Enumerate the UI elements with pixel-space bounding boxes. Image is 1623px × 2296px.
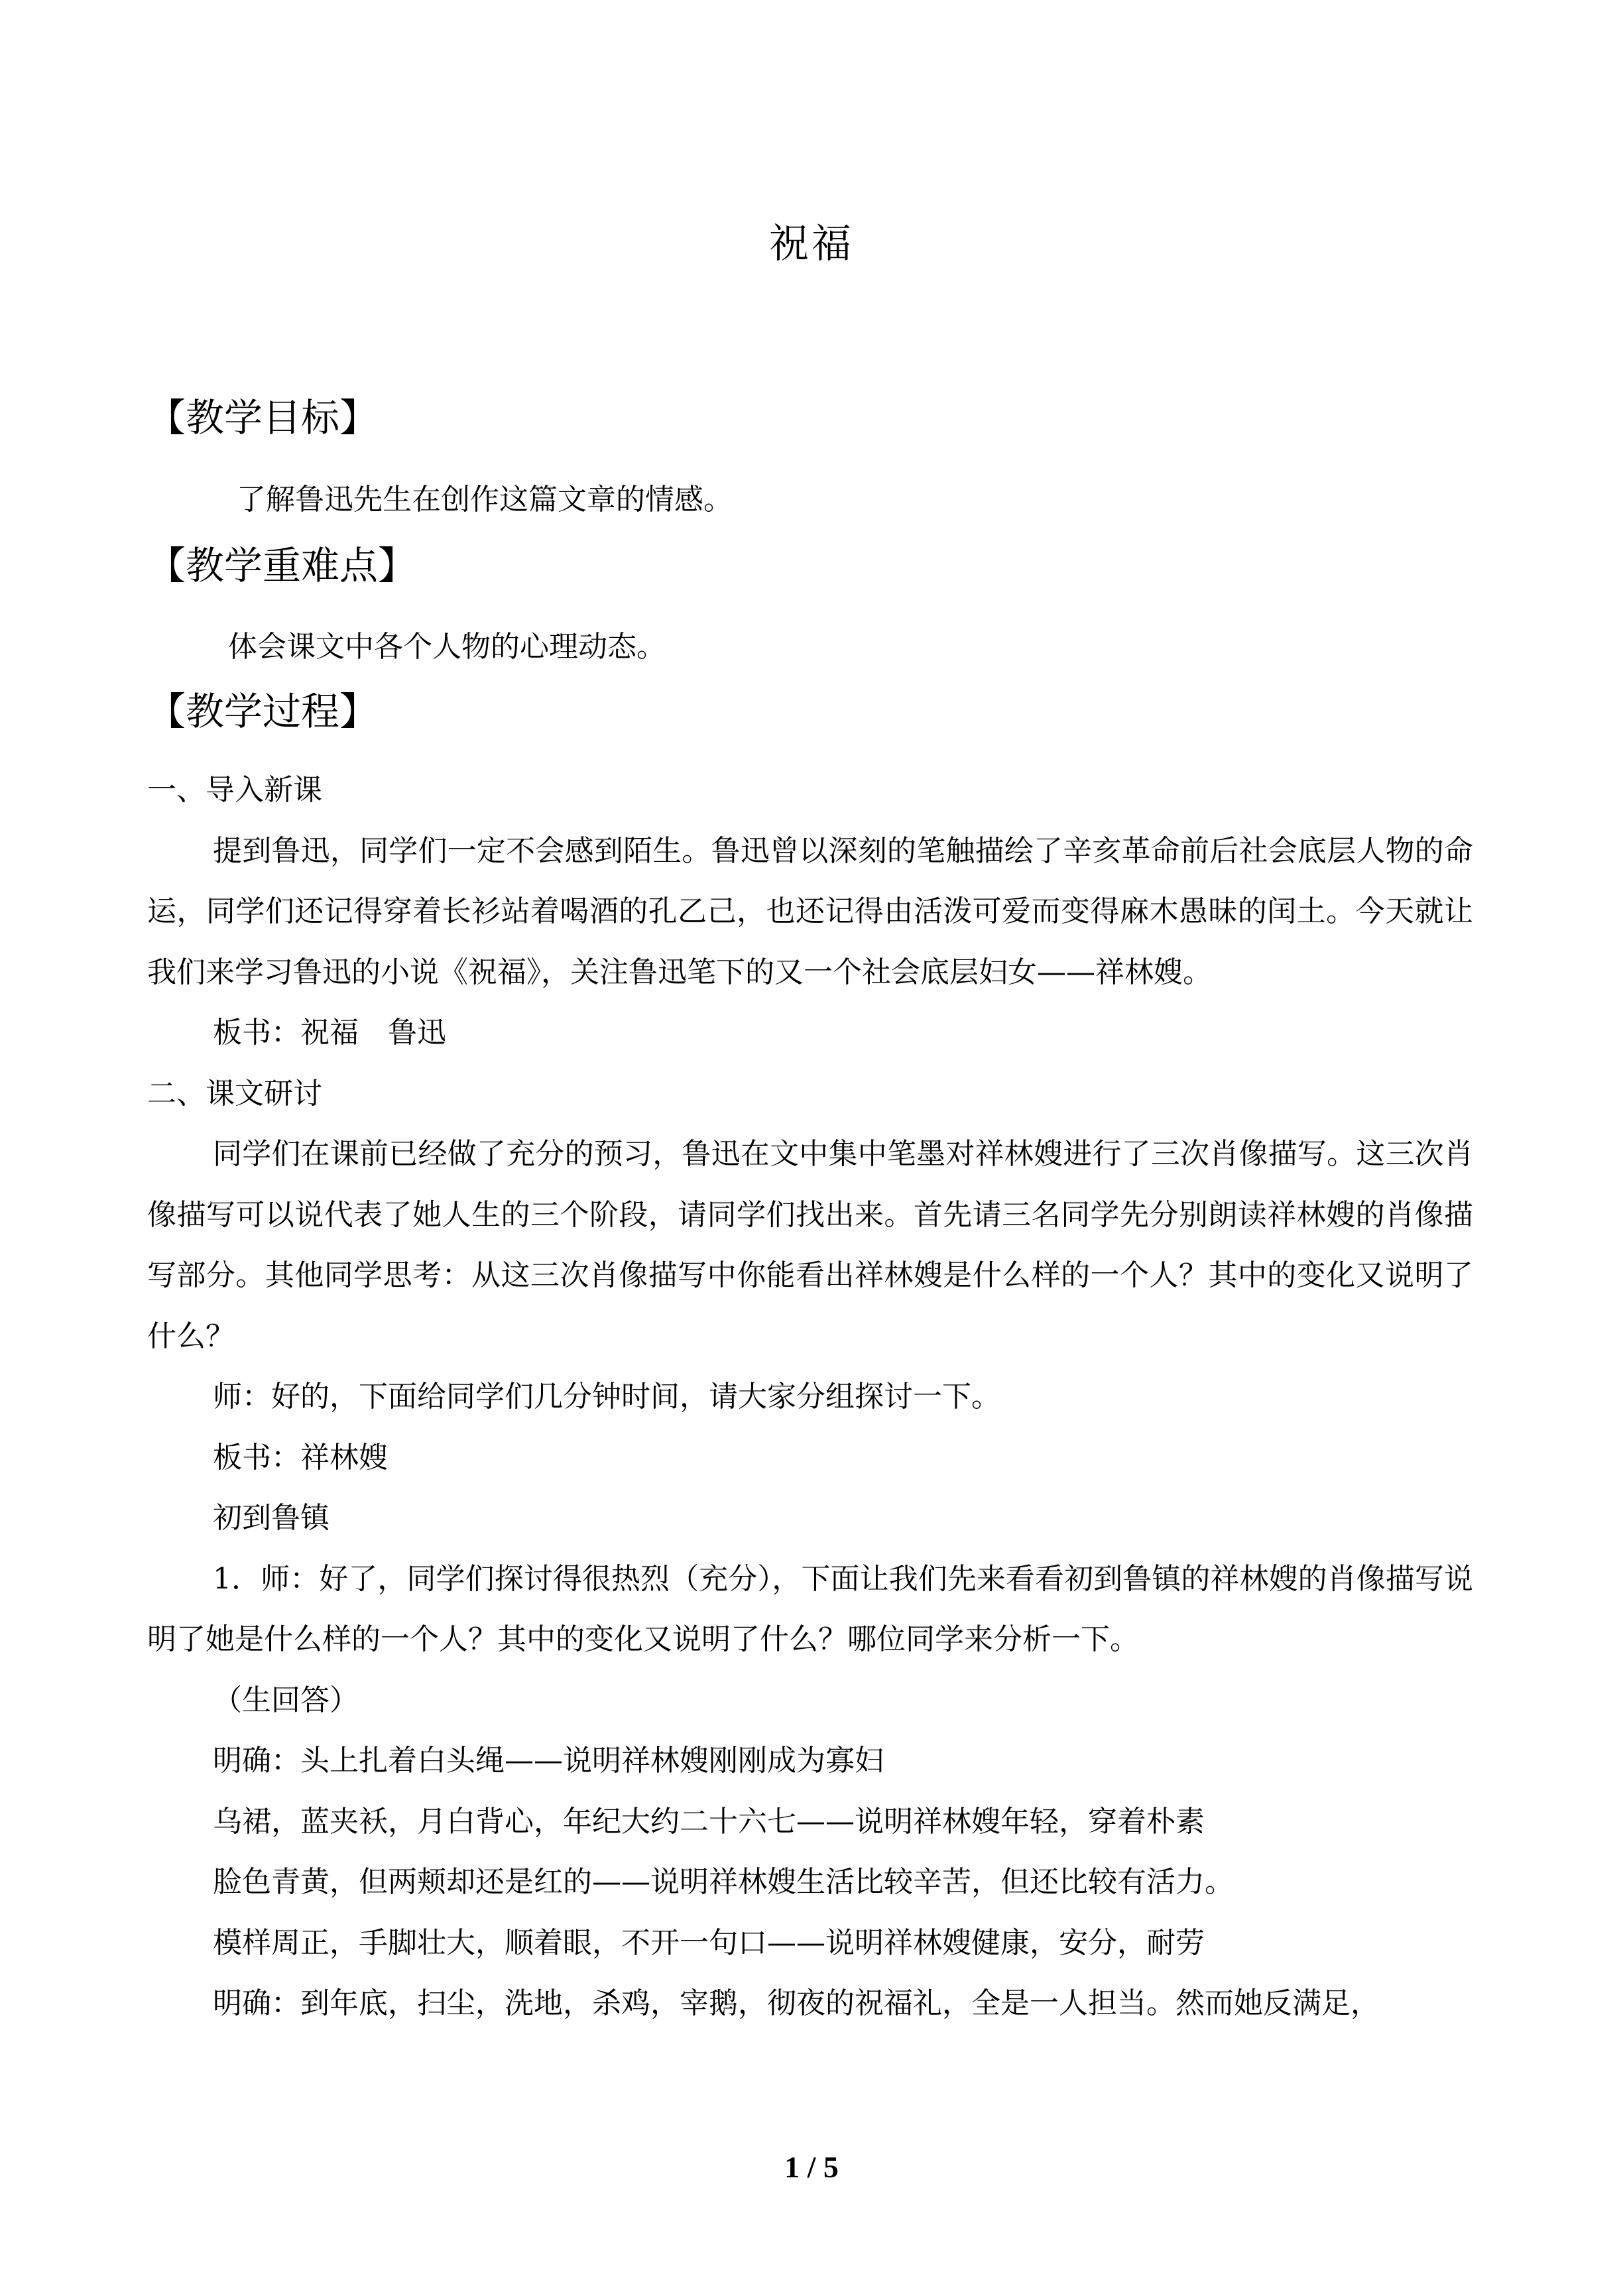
teacher-instruction: 师：好的，下面给同学们几分钟时间，请大家分组探讨一下。 — [213, 1380, 1000, 1414]
section-heading-teaching-goals: 【教学目标】 — [147, 395, 379, 440]
document-title: 祝福 — [769, 221, 854, 267]
teaching-process-body — [147, 760, 1473, 2034]
board-note-title-author: 板书：祝福 鲁迅 — [213, 1016, 446, 1050]
intro-paragraph: 提到鲁迅，同学们一定不会感到陌生。鲁迅曾以深刻的笔触描绘了辛亥革命前后社会底层人物的命运，同学们还记得穿着长衫站着喝酒的孔乙己，也还记得由活泼可爱而变得麻木愚昧的闰土。今天就让我们来学习鲁迅的小说《祝福》，关注鲁迅笔下的又一个社会底层妇女——祥林嫂。 — [147, 833, 1473, 989]
part-two-title: 二、课文研讨 — [147, 1076, 322, 1111]
section-heading-teaching-difficulties: 【教学重难点】 — [147, 543, 417, 588]
teaching-difficulties-block — [147, 617, 1473, 678]
page-number: 1 / 5 — [784, 2150, 839, 2184]
section-heading-teaching-process: 【教学过程】 — [147, 689, 379, 734]
study-paragraph: 同学们在课前已经做了充分的预习，鲁迅在文中集中笔墨对祥林嫂进行了三次肖像描写。这三次肖像描写可以说代表了她人生的三个阶段，请同学们找出来。首先请三名同学先分别朗读祥林嫂的肖像描写部分。其他同学思考：从这三次肖像描写中你能看出祥林嫂是什么样的一个人？其中的变化又说明了什么？ — [147, 1137, 1473, 1353]
teaching-goals-block — [147, 469, 1473, 530]
clarification-line: 乌裙，蓝夹袄，月白背心，年纪大约二十六七——说明祥林嫂年轻，穿着朴素 — [213, 1804, 1205, 1839]
teaching-difficulties-text: 体会课文中各个人物的心理动态。 — [228, 630, 666, 664]
teaching-goals-text: 了解鲁迅先生在创作这篇文章的情感。 — [237, 483, 733, 516]
board-note-character: 板书：祥林嫂 — [213, 1440, 388, 1475]
clarification-line: 脸色青黄，但两颊却还是红的——说明祥林嫂生活比较辛苦，但还比较有活力。 — [213, 1865, 1234, 1899]
stage-heading-arrival: 初到鲁镇 — [213, 1501, 330, 1535]
clarification-line: 明确：到年底，扫尘，洗地，杀鸡，宰鹅，彻夜的祝福礼，全是一人担当。然而她反满足， — [213, 1986, 1380, 2020]
question-one: 1．师：好了，同学们探讨得很热烈（充分），下面让我们先来看看初到鲁镇的祥林嫂的肖像描写说明了她是什么样的一个人？其中的变化又说明了什么？哪位同学来分析一下。 — [147, 1561, 1473, 1656]
part-one-title: 一、导入新课 — [147, 773, 322, 807]
student-answer-note: （生回答） — [213, 1683, 359, 1717]
clarification-line: 明确：头上扎着白头绳——说明祥林嫂刚刚成为寡妇 — [213, 1744, 884, 1778]
clarification-line: 模样周正，手脚壮大，顺着眼，不开一句口——说明祥林嫂健康，安分，耐劳 — [213, 1925, 1205, 1960]
